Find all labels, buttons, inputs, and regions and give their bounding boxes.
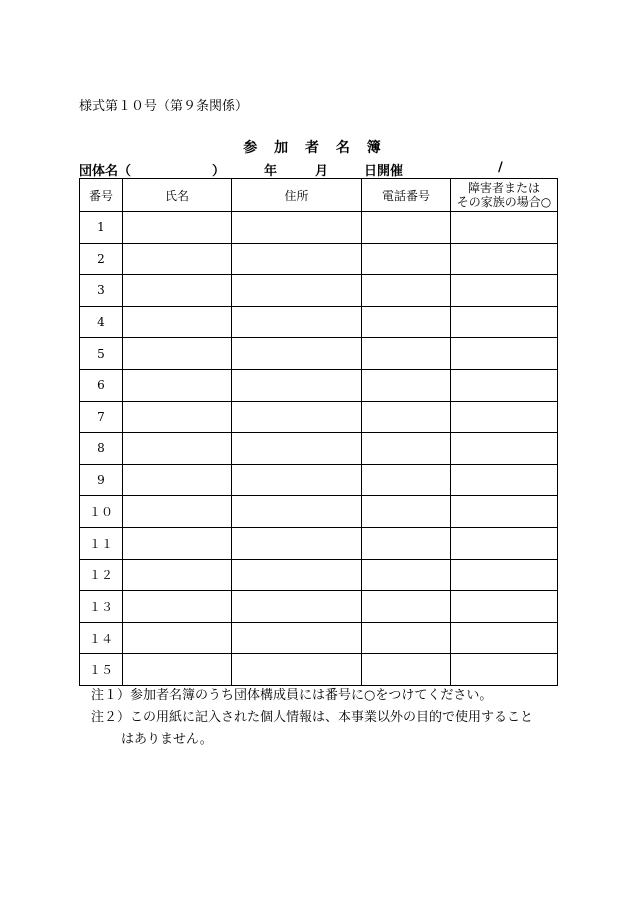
col-number: 番号 (80, 179, 123, 212)
phone-cell[interactable] (362, 622, 451, 654)
name-cell[interactable] (123, 496, 232, 528)
phone-cell[interactable] (362, 401, 451, 433)
address-cell[interactable] (232, 243, 362, 275)
address-cell[interactable] (232, 591, 362, 623)
phone-cell[interactable] (362, 433, 451, 465)
phone-cell[interactable] (362, 464, 451, 496)
address-cell[interactable] (232, 433, 362, 465)
name-cell[interactable] (123, 338, 232, 370)
table-row (80, 306, 558, 338)
disability-cell[interactable] (451, 622, 558, 654)
disability-cell[interactable] (451, 464, 558, 496)
address-cell[interactable] (232, 401, 362, 433)
col-phone: 電話番号 (362, 179, 451, 212)
name-cell[interactable] (123, 275, 232, 307)
disability-cell[interactable] (451, 401, 558, 433)
phone-cell[interactable] (362, 212, 451, 244)
address-cell[interactable] (232, 275, 362, 307)
disability-cell[interactable] (451, 243, 558, 275)
address-cell[interactable] (232, 527, 362, 559)
col-address: 住所 (232, 179, 362, 212)
col-name: 氏名 (123, 179, 232, 212)
notes (91, 685, 533, 751)
disability-cell[interactable] (451, 591, 558, 623)
note-2-continued: はありません。 (121, 732, 213, 747)
phone-cell[interactable] (362, 527, 451, 559)
row-number: １３ (80, 591, 123, 623)
phone-cell[interactable] (362, 369, 451, 401)
name-cell[interactable] (123, 243, 232, 275)
name-cell[interactable] (123, 212, 232, 244)
row-number: 5 (80, 338, 123, 370)
disability-cell[interactable] (451, 496, 558, 528)
table-row (80, 275, 558, 307)
name-cell[interactable] (123, 401, 232, 433)
phone-cell[interactable] (362, 306, 451, 338)
table-row (80, 559, 558, 591)
disability-cell[interactable] (451, 306, 558, 338)
slash-mark: / (498, 160, 503, 175)
year-label: 年 (264, 164, 278, 179)
name-cell[interactable] (123, 559, 232, 591)
group-name-label: 団体名（ (79, 164, 132, 179)
address-cell[interactable] (232, 369, 362, 401)
row-number: 2 (80, 243, 123, 275)
address-cell[interactable] (232, 306, 362, 338)
phone-cell[interactable] (362, 591, 451, 623)
address-cell[interactable] (232, 338, 362, 370)
name-cell[interactable] (123, 306, 232, 338)
table-row (80, 591, 558, 623)
table-header-row (80, 179, 558, 212)
note-1: 注１）参加者名簿のうち団体構成員には番号に○をつけてください。 (91, 688, 493, 703)
table-row (80, 527, 558, 559)
month-label: 月 (315, 164, 329, 179)
name-cell[interactable] (123, 464, 232, 496)
address-cell[interactable] (232, 212, 362, 244)
row-number: １０ (80, 496, 123, 528)
name-cell[interactable] (123, 591, 232, 623)
name-cell[interactable] (123, 369, 232, 401)
day-held-label: 日開催 (364, 164, 404, 179)
table-row (80, 464, 558, 496)
row-number: 3 (80, 275, 123, 307)
row-number: 1 (80, 212, 123, 244)
disability-cell[interactable] (451, 527, 558, 559)
group-name-close: ） (212, 164, 226, 179)
row-number: １１ (80, 527, 123, 559)
row-number: １２ (80, 559, 123, 591)
table-row (80, 401, 558, 433)
participant-table (79, 178, 558, 686)
row-number: 7 (80, 401, 123, 433)
address-cell[interactable] (232, 464, 362, 496)
name-cell[interactable] (123, 622, 232, 654)
address-cell[interactable] (232, 622, 362, 654)
document-title: 参 加 者 名 簿 (243, 140, 387, 156)
table-row (80, 338, 558, 370)
col-disability: 障害者または その家族の場合○ (451, 179, 558, 212)
disability-cell[interactable] (451, 559, 558, 591)
phone-cell[interactable] (362, 559, 451, 591)
disability-cell[interactable] (451, 338, 558, 370)
row-number: 9 (80, 464, 123, 496)
address-cell[interactable] (232, 559, 362, 591)
note-2: 注２）この用紙に記入された個人情報は、本事業以外の目的で使用すること (91, 710, 534, 725)
row-number: １４ (80, 622, 123, 654)
table-row (80, 654, 558, 686)
table-row (80, 622, 558, 654)
phone-cell[interactable] (362, 243, 451, 275)
disability-cell[interactable] (451, 433, 558, 465)
form-number: 様式第１０号（第９条関係） (79, 99, 249, 114)
disability-cell[interactable] (451, 369, 558, 401)
phone-cell[interactable] (362, 654, 451, 686)
disability-cell[interactable] (451, 212, 558, 244)
table-row (80, 496, 558, 528)
disability-cell[interactable] (451, 275, 558, 307)
disability-cell[interactable] (451, 654, 558, 686)
phone-cell[interactable] (362, 496, 451, 528)
table-row (80, 433, 558, 465)
name-cell[interactable] (123, 527, 232, 559)
row-number: １５ (80, 654, 123, 686)
row-number: 4 (80, 306, 123, 338)
name-cell[interactable] (123, 433, 232, 465)
phone-cell[interactable] (362, 338, 451, 370)
table-row (80, 212, 558, 244)
table-row (80, 369, 558, 401)
address-cell[interactable] (232, 654, 362, 686)
address-cell[interactable] (232, 496, 362, 528)
table-row (80, 243, 558, 275)
row-number: 6 (80, 369, 123, 401)
row-number: 8 (80, 433, 123, 465)
name-cell[interactable] (123, 654, 232, 686)
phone-cell[interactable] (362, 275, 451, 307)
